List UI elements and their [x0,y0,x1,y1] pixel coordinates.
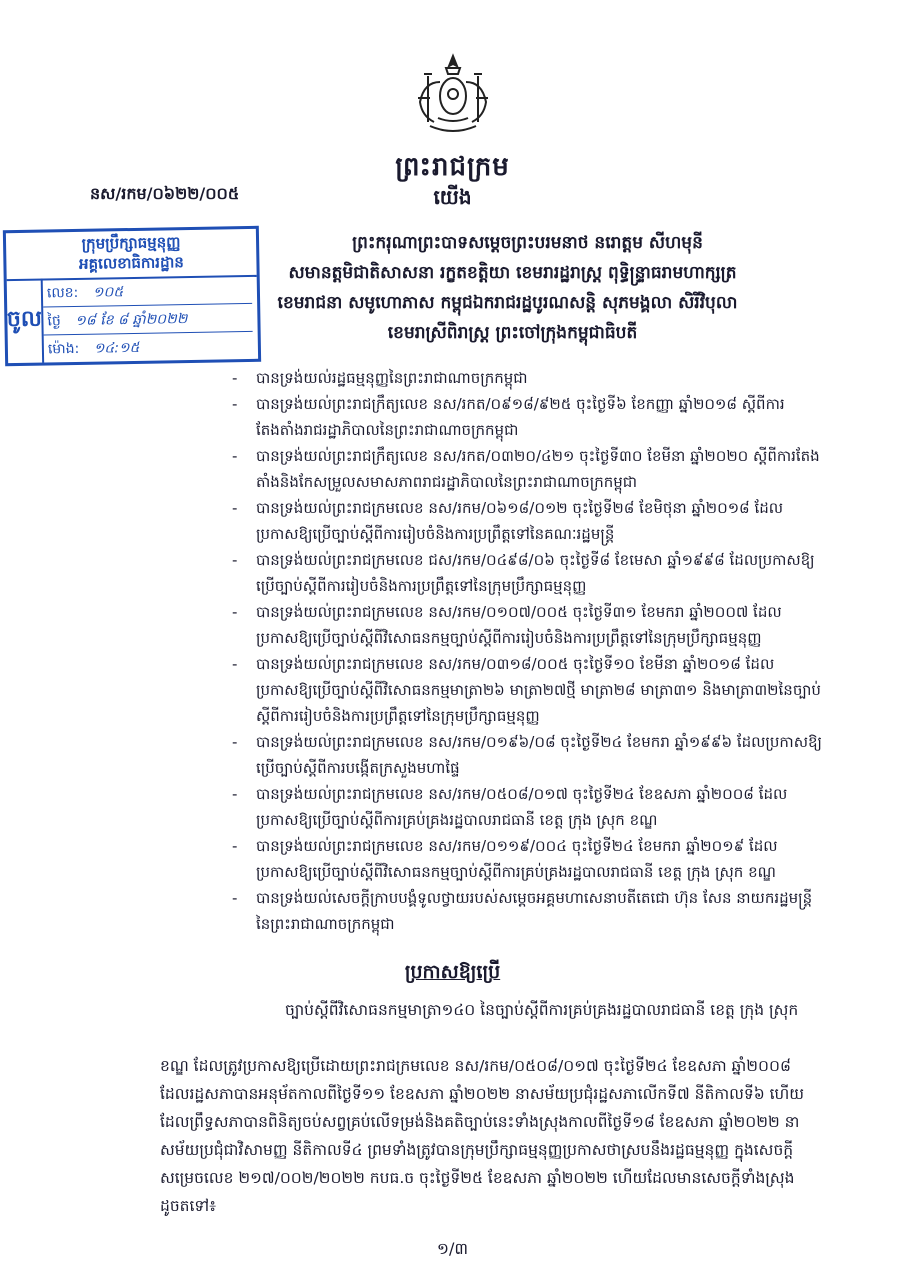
stamp-header [6,229,257,281]
page-number: ១/៣ [436,1239,469,1258]
stamp-row1-label: លេខ: [46,284,79,302]
list-item: - បានទ្រង់យល់រដ្ឋធម្មនុញ្ញនៃព្រះរាជាណាចក្រកម្ពុជា [226,365,826,391]
stamp-row3-label: ម៉ោង: [47,340,80,358]
stamp-row-number [43,277,252,308]
list-item: - បានទ្រង់យល់សេចក្ដីក្រាបបង្គំទូលថ្វាយរបស់សម្ដេចអគ្គមហាសេនាបតីតេជោ ហ៊ុន សែន នាយករដ្ឋមន្ត្រីនៃព្រះរាជាណាចក្រកម្ពុជា [226,885,826,937]
stamp-side-label: ចូល [7,279,44,364]
list-item: - បានទ្រង់យល់ព្រះរាជក្រមលេខ នស/រកម/០១០៧/០០៥ ចុះថ្ងៃទី៣១ ខែមករា ឆ្នាំ២០០៧ ដែលប្រកាសឱ្យប្រើច្បាប់ស្ដីពីវិសោធនកម្មច្បាប់ស្ដីពីការរៀបចំនិងការប្រព្រឹត្តទៅនៃក្រុមប្រឹក្សាធម្មនុញ្ញ [226,599,826,651]
list-item: - បានទ្រង់យល់ព្រះរាជក្រមលេខ នស/រកម/០៣១៨/០០៥ ចុះថ្ងៃទី១០ ខែមីនា ឆ្នាំ២០១៨ ដែលប្រកាសឱ្យប្រើច្បាប់ស្ដីពីវិសោធនកម្មមាត្រា២៦ មាត្រា២៧ថ្មី មាត្រា២៨ មាត្រា៣១ និងមាត្រា៣២នៃច្បាប់ស្ដីពីការរៀបចំនិងការប្រព្រឹត្តទៅនៃក្រុមប្រឹក្សាធម្មនុញ្ញ [226,651,826,729]
stamp-org: ក្រុមប្រឹក្សាធម្មនុញ្ញ [81,233,181,253]
stamp-dept: អគ្គលេខាធិការដ្ឋាន [78,253,184,273]
body-paragraph-first-line: ច្បាប់ស្ដីពីវិសោធនកម្មមាត្រា១៤០ នៃច្បាប់ស្ដីពីការគ្រប់គ្រងរដ្ឋបាលរាជធានី ខេត្ត ក្រុង ស្រុក [285,1001,799,1019]
list-item: - បានទ្រង់យល់ព្រះរាជក្រមលេខ នស/រកម/០១១៩/០០៤ ចុះថ្ងៃទី២៤ ខែមករា ឆ្នាំ២០១៩ ដែលប្រកាសឱ្យប្រើច្បាប់ស្ដីពីវិសោធនកម្មច្បាប់ស្ដីពីការគ្រប់គ្រងរដ្ឋបាលរាជធានី ខេត្ត ក្រុង ស្រុក ខណ្ឌ [226,833,826,885]
stamp-row2-value: ១៨ ខែ ៨ ឆ្នាំ២០២២ [75,311,188,329]
king-title-line-1: ព្រះករុណាព្រះបាទសម្ដេចព្រះបរមនាថ នរោត្តម សីហមុនី [352,233,703,253]
we-heading: យើង [433,185,472,209]
list-item: - បានទ្រង់យល់ព្រះរាជក្រមលេខ ជស/រកម/០៤៩៨/០៦ ចុះថ្ងៃទី៨ ខែមេសា ឆ្នាំ១៩៩៨ ដែលប្រកាសឱ្យប្រើច្បាប់ស្ដីពីការរៀបចំនិងការប្រព្រឹត្តទៅនៃក្រុមប្រឹក្សាធម្មនុញ្ញ [226,547,826,599]
king-title-line-4: ខេមរាស្រីពិរាស្ត្រ ព្រះចៅក្រុងកម្ពុជាធិបតី [387,323,638,343]
list-item: - បានទ្រង់យល់ព្រះរាជក្រមលេខ នស/រកម/០១៩៦/០៨ ចុះថ្ងៃទី២៤ ខែមករា ឆ្នាំ១៩៩៦ ដែលប្រកាសឱ្យប្រើច្បាប់ស្ដីពីការបង្កើតក្រសួងមហាផ្ទៃ [226,729,826,781]
body-paragraph: ខណ្ឌ ដែលត្រូវប្រកាសឱ្យប្រើដោយព្រះរាជក្រមលេខ នស/រកម/០៥០៨/០១៧ ចុះថ្ងៃទី២៤ ខែឧសភា ឆ្នាំ២០០៨ ដែលរដ្ឋសភាបានអនុម័តកាលពីថ្ងៃទី១១ ខែឧសភា ឆ្នាំ២០២២ នាសម័យប្រជុំរដ្ឋសភាលើកទី៧ នីតិកាលទី៦ ហើយដែលព្រឹទ្ធសភាបានពិនិត្យចប់សព្វគ្រប់លើទម្រង់និងគតិច្បាប់នេះទាំងស្រុងកាលពីថ្ងៃទី១៨ ខែឧសភា ឆ្នាំ២០២២ នាសម័យប្រជុំជាវិសាមញ្ញ នីតិកាលទី៤ ព្រមទាំងត្រូវបានក្រុមប្រឹក្សាធម្មនុញ្ញប្រកាសថាស្របនឹងរដ្ឋធម្មនុញ្ញ ក្នុងសេចក្ដីសម្រេចលេខ ២១៧/០០២/២០២២ កបធ.ច ចុះថ្ងៃទី២៥ ខែឧសភា ឆ្នាំ២០២២ ហើយដែលមានសេចក្ដីទាំងស្រុងដូចតទៅ៖ [160,1057,805,1215]
list-item: - បានទ្រង់យល់ព្រះរាជក្រមលេខ នស/រកម/០៥០៨/០១៧ ចុះថ្ងៃទី២៤ ខែឧសភា ឆ្នាំ២០០៨ ដែលប្រកាសឱ្យប្រើច្បាប់ស្ដីពីការគ្រប់គ្រងរដ្ឋបាលរាជធានី ខេត្ត ក្រុង ស្រុក ខណ្ឌ [226,781,826,833]
list-item: - បានទ្រង់យល់ព្រះរាជក្រមលេខ នស/រកម/០៦១៨/០១២ ចុះថ្ងៃទី២៨ ខែមិថុនា ឆ្នាំ២០១៨ ដែលប្រកាសឱ្យប្រើច្បាប់ស្ដីពីការរៀបចំនិងការប្រព្រឹត្តទៅនៃគណៈរដ្ឋមន្ត្រី [226,495,826,547]
stamp-row-date [43,305,252,336]
king-title-line-2: សមានត្តមិជាតិសាសនា រក្ខតខត្តិយា ខេមរារដ្ឋរាស្ត្រ ពុទ្ធិន្ទ្រាធរាមហាក្សត្រ [288,263,737,283]
stamp-row3-value: ១៤:១៥ [93,339,140,357]
section-title: ប្រកាសឱ្យប្រើ [404,961,501,983]
list-item: - បានទ្រង់យល់ព្រះរាជក្រឹត្យលេខ នស/រកត/០៩១៨/៩២៥ ចុះថ្ងៃទី៦ ខែកញ្ញា ឆ្នាំ២០១៨ ស្ដីពីការតែងតាំងរាជរដ្ឋាភិបាលនៃព្រះរាជាណាចក្រកម្ពុជា [226,391,826,443]
recitals-list [226,365,826,937]
stamp-row1-value: ១០៥ [92,284,124,301]
decree-number: នស/រកម/០៦២២/០០៥ [90,184,240,203]
stamp-row-time [44,333,253,363]
king-title-line-3: ខេមរាជនា សមូហោភាស កម្ពុជឯករាជរដ្ឋបូរណសន្តិ សុភមង្គលា សិរីវិបុលា [277,293,738,313]
decree-title: ព្រះរាជក្រម [395,152,510,182]
stamp-row2-label: ថ្ងៃ [47,313,61,330]
royal-emblem-icon [410,52,496,136]
list-item: - បានទ្រង់យល់ព្រះរាជក្រឹត្យលេខ នស/រកត/០៣២០/៤២១ ចុះថ្ងៃទី៣០ ខែមីនា ឆ្នាំ២០២០ ស្ដីពីការតែងតាំងនិងកែសម្រួលសមាសភាពរាជរដ្ឋាភិបាលនៃព្រះរាជាណាចក្រកម្ពុជា [226,443,826,495]
receipt-stamp [3,226,261,366]
